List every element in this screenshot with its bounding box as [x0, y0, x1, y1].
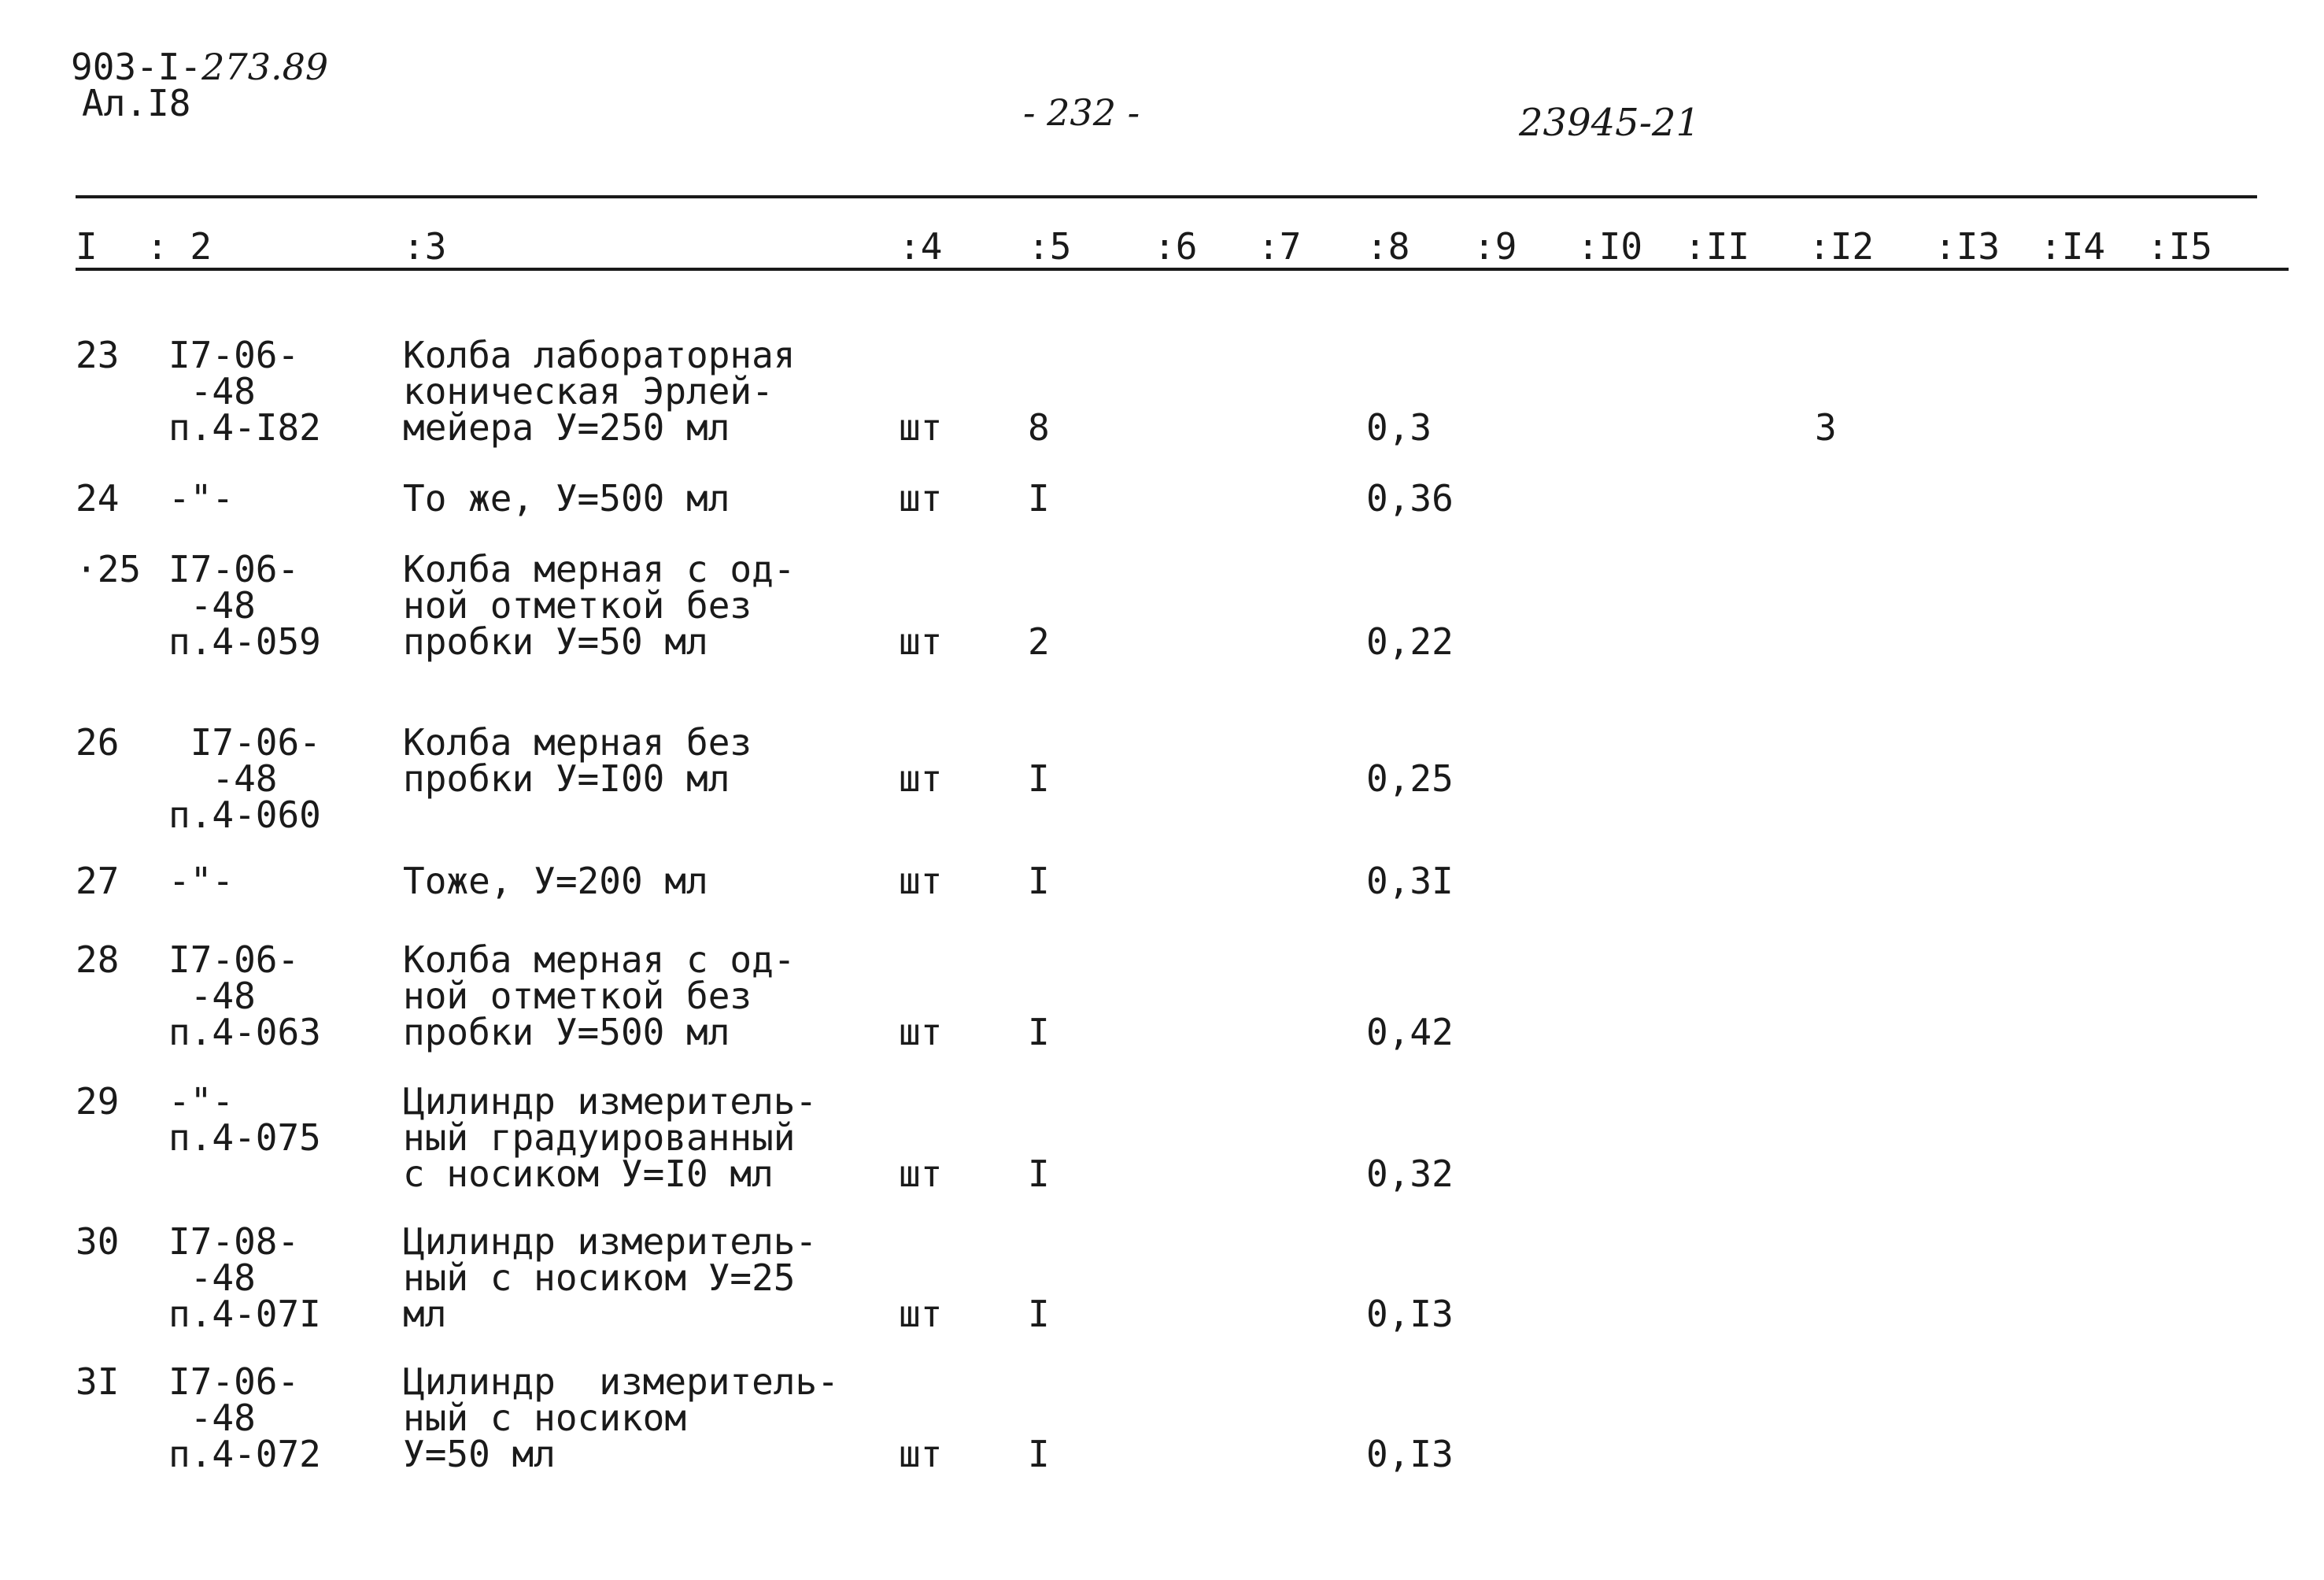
header-rule	[76, 268, 2289, 271]
column-header-3: :3	[403, 225, 447, 268]
column-header-15: :I5	[2147, 225, 2213, 268]
row-code: I7-06- -48 п.4-I82	[168, 334, 321, 449]
column-header-4: :4	[899, 225, 943, 268]
row-unit: шт	[899, 477, 943, 520]
row-unit: шт	[899, 1011, 943, 1053]
row-quantity: I	[1028, 1293, 1050, 1335]
row-code: -"- п.4-075	[168, 1080, 321, 1159]
row-code: I7-08- -48 п.4-07I	[168, 1220, 321, 1335]
row-name: Цилиндр измеритель- ный с носиком У=25 мл	[403, 1220, 818, 1335]
row-col12-value: 3	[1815, 406, 1837, 449]
row-name: Цилиндр измеритель- ный градуированный с носиком У=I0 мл	[403, 1080, 818, 1195]
row-name: Тоже, У=200 мл	[403, 860, 708, 902]
row-quantity: I	[1028, 1153, 1050, 1195]
doc-code-handwritten: 273.89	[201, 46, 329, 88]
row-number: ·25	[76, 548, 142, 590]
column-header-7: :7	[1258, 225, 1302, 268]
row-name: Колба мерная с од- ной отметкой без пробки У=500 мл	[403, 938, 796, 1053]
row-name: Цилиндр измеритель- ный с носиком У=50 мл	[403, 1360, 839, 1475]
row-unit: шт	[899, 406, 943, 449]
row-number: 23	[76, 334, 120, 376]
page-number: - 232 -	[1023, 91, 1140, 134]
row-number: 29	[76, 1080, 120, 1123]
column-header-9: :9	[1473, 225, 1517, 268]
row-unit: шт	[899, 757, 943, 800]
row-name: Колба мерная без пробки У=I00 мл	[403, 721, 752, 800]
row-quantity: I	[1028, 860, 1050, 902]
doc-code-printed: 903-I-	[71, 46, 202, 88]
row-code: I7-06- -48 п.4-059	[168, 548, 321, 663]
row-number: 24	[76, 477, 120, 520]
row-col8-value: 0,22	[1366, 620, 1454, 663]
row-quantity: I	[1028, 1011, 1050, 1053]
row-quantity: I	[1028, 1433, 1050, 1475]
doc-code	[71, 46, 329, 88]
row-unit: шт	[899, 1153, 943, 1195]
column-header-13: :I3	[1934, 225, 2001, 268]
column-header-8: :8	[1366, 225, 1410, 268]
row-quantity: 2	[1028, 620, 1050, 663]
row-col8-value: 0,36	[1366, 477, 1454, 520]
row-code: I7-06- -48 п.4-072	[168, 1360, 321, 1475]
row-col8-value: 0,I3	[1366, 1293, 1454, 1335]
row-col8-value: 0,25	[1366, 757, 1454, 800]
row-quantity: I	[1028, 477, 1050, 520]
row-code: -"-	[168, 860, 235, 902]
row-col8-value: 0,3	[1366, 406, 1432, 449]
row-unit: шт	[899, 1293, 943, 1335]
column-header-14: :I4	[2040, 225, 2106, 268]
row-col8-value: 0,3I	[1366, 860, 1454, 902]
column-header-2: : 2	[146, 225, 212, 268]
row-number: 28	[76, 938, 120, 981]
row-number: 26	[76, 721, 120, 764]
row-quantity: I	[1028, 757, 1050, 800]
row-name: Колба мерная с од- ной отметкой без пробки У=50 мл	[403, 548, 796, 663]
row-code: I7-06- -48 п.4-063	[168, 938, 321, 1053]
album-number: Ал.I8	[82, 82, 191, 124]
column-header-6: :6	[1154, 225, 1198, 268]
top-rule	[76, 195, 2257, 198]
column-header-1: I	[76, 225, 98, 268]
column-header-5: :5	[1028, 225, 1072, 268]
document-number: 23945-21	[1519, 101, 1700, 145]
row-number: 27	[76, 860, 120, 902]
row-col8-value: 0,I3	[1366, 1433, 1454, 1475]
column-header-10: :I0	[1577, 225, 1643, 268]
row-name: То же, У=500 мл	[403, 477, 730, 520]
row-code: -"-	[168, 477, 235, 520]
column-header-11: :II	[1684, 225, 1750, 268]
row-quantity: 8	[1028, 406, 1050, 449]
row-unit: шт	[899, 1433, 943, 1475]
row-number: 3I	[76, 1360, 120, 1403]
row-col8-value: 0,32	[1366, 1153, 1454, 1195]
row-col8-value: 0,42	[1366, 1011, 1454, 1053]
row-unit: шт	[899, 620, 943, 663]
row-number: 30	[76, 1220, 120, 1263]
row-unit: шт	[899, 860, 943, 902]
column-header-12: :I2	[1809, 225, 1875, 268]
row-name: Колба лабораторная коническая Эрлей- мейера У=250 мл	[403, 334, 796, 449]
row-code: I7-06- -48 п.4-060	[168, 721, 321, 836]
